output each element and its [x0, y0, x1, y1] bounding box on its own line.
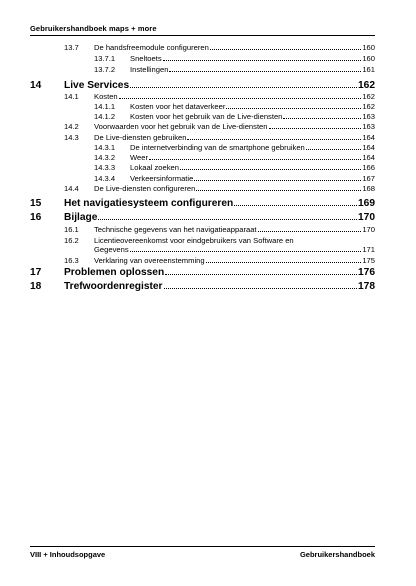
toc-entry-title: De handsfreemodule configureren	[94, 43, 209, 52]
toc-entry[interactable]	[94, 163, 375, 172]
toc-entry[interactable]	[30, 212, 375, 223]
toc-entry-title-continued: Gegevens	[94, 245, 129, 254]
toc-entry-number: 18	[30, 281, 42, 292]
toc-entry[interactable]	[94, 102, 375, 111]
toc-entry[interactable]	[30, 281, 375, 292]
toc-entry[interactable]	[64, 133, 375, 142]
footer-section-label: VIII + Inhoudsopgave	[30, 550, 106, 559]
toc-entry-page: 170	[362, 225, 375, 234]
toc-entry-number: 14.3.1	[94, 143, 116, 152]
toc-entry-page: 175	[362, 256, 375, 265]
toc-entry[interactable]	[64, 184, 375, 193]
toc-entry-page: 163	[362, 112, 375, 121]
toc-entry-page: 161	[362, 65, 375, 74]
toc-entry-page: 167	[362, 174, 375, 183]
toc-entry[interactable]	[64, 43, 375, 52]
toc-entry-title: Live Services	[64, 80, 130, 91]
toc-entry-number: 16.1	[64, 225, 79, 234]
toc-entry-number: 13.7.1	[94, 54, 116, 63]
toc-entry-page: 164	[362, 143, 375, 152]
toc-entry-page: 168	[362, 184, 375, 193]
toc-entry-title: Kosten voor het dataverkeer	[130, 102, 226, 111]
dot-leader	[119, 98, 362, 99]
dot-leader	[206, 262, 362, 263]
toc-entry[interactable]	[30, 267, 375, 278]
dot-leader	[98, 219, 357, 220]
toc-entry-title: De Live-diensten gebruiken	[94, 133, 187, 142]
toc-entry-page: 176	[358, 267, 375, 278]
toc-entry-page: 163	[362, 122, 375, 131]
toc-entry-title: Bijlage	[64, 212, 98, 223]
toc-entry-page: 164	[362, 153, 375, 162]
toc-entry[interactable]	[30, 198, 375, 209]
toc-entry-page: 178	[358, 281, 375, 292]
toc-entry-page: 162	[358, 80, 375, 91]
header-rule	[30, 35, 375, 36]
toc-entry-title: Sneltoets	[130, 54, 162, 63]
toc-entry-page: 171	[362, 245, 375, 254]
toc-entry[interactable]	[64, 122, 375, 131]
dot-leader	[180, 169, 361, 170]
toc-entry-continuation[interactable]	[94, 245, 375, 254]
toc-entry[interactable]	[94, 143, 375, 152]
toc-entry[interactable]	[64, 225, 375, 234]
toc-entry-title: Verkeersinformatie	[130, 174, 194, 183]
toc-entry-number: 14.3	[64, 133, 79, 142]
dot-leader	[210, 49, 362, 50]
toc-entry[interactable]	[64, 236, 375, 245]
toc-entry-number: 14.1	[64, 92, 79, 101]
toc-entry-title: Weer	[130, 153, 149, 162]
toc-entry-title: Licentieovereenkomst voor eindgebruikers van Software en	[94, 236, 294, 245]
footer-rule	[30, 546, 375, 547]
dot-leader	[149, 159, 361, 160]
dot-leader	[234, 205, 357, 206]
toc-entry[interactable]	[94, 153, 375, 162]
dot-leader	[163, 60, 362, 61]
dot-leader	[306, 149, 362, 150]
dot-leader	[165, 274, 357, 275]
dot-leader	[226, 108, 361, 109]
toc-entry-title: Het navigatiesysteem configureren	[64, 198, 234, 209]
toc-entry[interactable]	[94, 174, 375, 183]
toc-entry-page: 166	[362, 163, 375, 172]
toc-entry-title: Kosten voor het gebruik van de Live-diensten	[130, 112, 283, 121]
toc-entry-number: 14.1.2	[94, 112, 116, 121]
toc-entry-number: 14.3.4	[94, 174, 116, 183]
toc-entry-title: Kosten	[94, 92, 118, 101]
toc-entry-number: 13.7.2	[94, 65, 116, 74]
toc-entry-title: Verklaring van overeenstemming	[94, 256, 205, 265]
toc-entry-page: 160	[362, 43, 375, 52]
toc-entry-title: De Live-diensten configureren	[94, 184, 196, 193]
footer-book-title: Gebruikershandboek	[299, 550, 375, 559]
toc-entry-number: 14	[30, 80, 42, 91]
toc-entry-number: 14.3.2	[94, 153, 116, 162]
dot-leader	[187, 139, 361, 140]
toc-entry-title: De internetverbinding van de smartphone gebruiken	[130, 143, 305, 152]
toc-entry-number: 14.2	[64, 122, 79, 131]
toc-entry-title: Voorwaarden voor het gebruik van de Live-diensten	[94, 122, 268, 131]
toc-entry-number: 13.7	[64, 43, 79, 52]
toc-entry-number: 16.3	[64, 256, 79, 265]
toc-entry-page: 162	[362, 102, 375, 111]
dot-leader	[130, 87, 357, 88]
dot-leader	[130, 251, 362, 252]
toc-entry-title: Lokaal zoeken	[130, 163, 179, 172]
toc-entry-number: 16	[30, 212, 42, 223]
dot-leader	[164, 288, 357, 289]
toc-entry-title: Instellingen	[130, 65, 169, 74]
toc-entry-number: 16.2	[64, 236, 79, 245]
toc-entry[interactable]	[94, 54, 375, 63]
toc-entry[interactable]	[64, 256, 375, 265]
dot-leader	[194, 180, 361, 181]
toc-entry-title: Trefwoordenregister	[64, 281, 163, 292]
toc-entry[interactable]	[64, 92, 375, 101]
dot-leader	[283, 118, 361, 119]
toc-entry[interactable]	[30, 80, 375, 91]
dot-leader	[169, 71, 361, 72]
toc-entry-page: 162	[362, 92, 375, 101]
toc-entry-page: 169	[358, 198, 375, 209]
toc-entry-number: 14.3.3	[94, 163, 116, 172]
toc-entry-title: Problemen oplossen	[64, 267, 165, 278]
toc-entry[interactable]	[94, 112, 375, 121]
toc-entry-number: 15	[30, 198, 42, 209]
toc-entry-page: 170	[358, 212, 375, 223]
dot-leader	[258, 231, 362, 232]
dot-leader	[269, 128, 362, 129]
toc-entry-page: 160	[362, 54, 375, 63]
toc-entry-number: 14.1.1	[94, 102, 116, 111]
toc-entry-title: Technische gegevens van het navigatieapparaat	[94, 225, 257, 234]
toc-entry-number: 14.4	[64, 184, 79, 193]
toc-entry[interactable]	[94, 65, 375, 74]
toc-entry-page: 164	[362, 133, 375, 142]
dot-leader	[196, 190, 361, 191]
running-header: Gebruikershandboek maps + more	[30, 24, 157, 33]
toc-entry-number: 17	[30, 267, 42, 278]
